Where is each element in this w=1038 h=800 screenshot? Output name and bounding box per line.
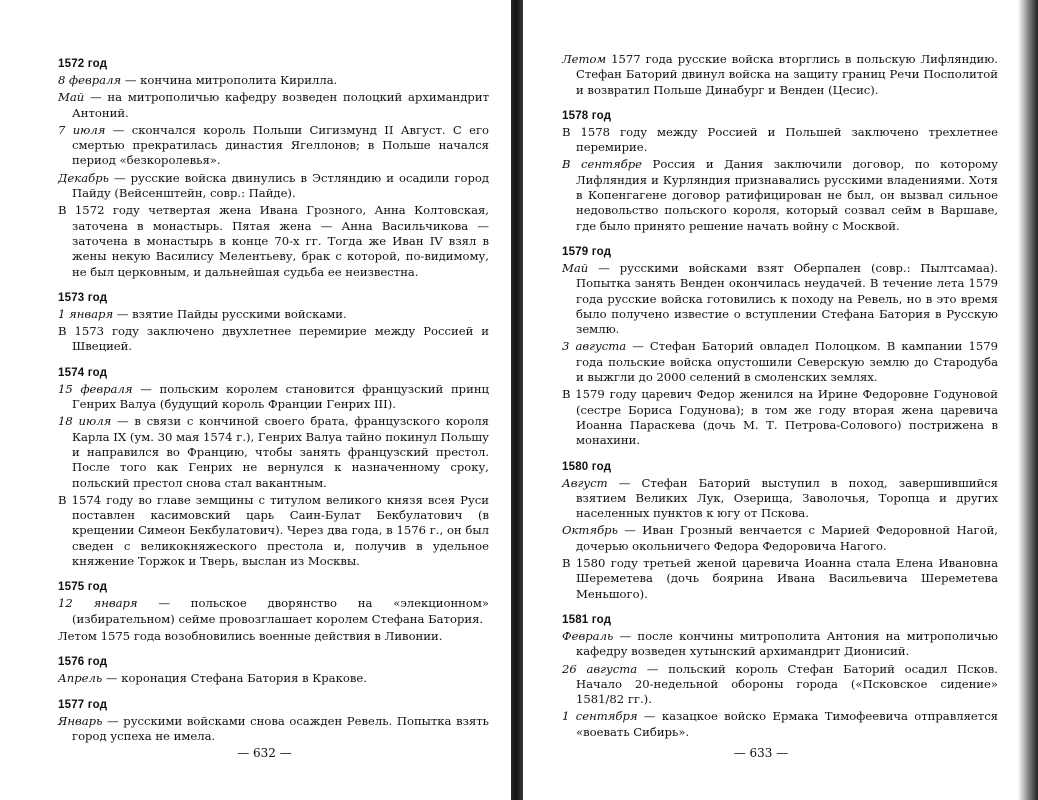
- chronicle-entry: [562, 387, 998, 448]
- year-heading: 1581 год: [562, 613, 612, 626]
- year-heading: 1576 год: [58, 656, 108, 669]
- entry-text: — скончался король Польши Сигизмунд II Август. С его смертью прекратилась династия Ягеллонов; в Польше начался период «безкоролевья».: [72, 122, 489, 168]
- page-edge: [1018, 0, 1038, 800]
- entry-date: 18 июля: [58, 414, 112, 429]
- entry-date: 8 февраля: [58, 73, 122, 87]
- entry-date: Декабрь: [58, 170, 109, 185]
- chronicle-entry: [58, 671, 489, 686]
- chronicle-entry: [58, 493, 489, 569]
- page-number: — 632 —: [237, 746, 292, 760]
- entry-text: — польское дворянство на «элекционном» (избирательном) сейме провозглашает королем Стефана Батория.: [72, 596, 489, 626]
- entry-date: Октябрь: [562, 523, 618, 538]
- chronicle-entry: [562, 261, 998, 337]
- entry-text: Летом 1575 года возобновились военные действия в Ливонии.: [58, 628, 443, 643]
- year-heading: 1574 год: [58, 366, 108, 379]
- entry-text: — польским королем становится французский принц Генрих Валуа (будущий король Франции Генрих III).: [72, 381, 490, 412]
- year-heading: 1577 год: [58, 698, 108, 711]
- chronicle-entry: [58, 171, 489, 202]
- chronicle-entry: [58, 382, 489, 413]
- entry-date: 1 сентября: [562, 709, 638, 724]
- chronicle-entry: [58, 629, 489, 644]
- chronicle-entry: [58, 307, 489, 322]
- entry-date: 12 января: [58, 596, 138, 611]
- page-number: — 633 —: [733, 746, 789, 760]
- chronicle-entry: [562, 629, 998, 660]
- chronicle-entry: [58, 596, 489, 627]
- entry-text: В 1574 году во главе земщины с титулом великого князя всея Руси поставлен касимовский царь Саин-Булат Бекбулатович (в крещении Симеон Бекбулатович). Через два года, в 1576 г., он был сведен с великокняжеского престола и, получив в удельное княжение Торжок и Тверь, выслан из Москвы.: [58, 492, 489, 569]
- year-heading: 1573 год: [58, 291, 108, 304]
- entry-text: В 1578 году между Россией и Польшей заключено трехлетнее перемирие.: [562, 124, 998, 155]
- chronicle-entry: [58, 90, 489, 121]
- left-page: [0, 0, 509, 800]
- chronicle-entry: [58, 73, 489, 88]
- entry-date: 3 августа: [562, 339, 627, 354]
- entry-date: Январь: [58, 713, 103, 728]
- entry-text: — казацкое войско Ермака Тимофеевича отправляется «воевать Сибирь».: [576, 709, 998, 739]
- entry-date: 1 января: [58, 306, 114, 321]
- entry-date: Август: [562, 475, 608, 490]
- entry-text: В 1580 году третьей женой царевича Иоанна стала Елена Ивановна Шереметева (дочь боярина Ивана Васильевича Шереметева Меньшого).: [562, 556, 998, 601]
- entry-text: — на митрополичью кафедру возведен полоцкий архимандрит Антоний.: [72, 90, 489, 120]
- entry-text: В 1573 году заключено двухлетнее перемирие между Россией и Швецией.: [58, 324, 489, 354]
- year-heading: 1579 год: [562, 245, 612, 258]
- entry-date: Май: [58, 90, 85, 105]
- entry-text: — после кончины митрополита Антония на митрополичью кафедру возведен хутынский архимандрит Дионисий.: [576, 628, 998, 659]
- entry-date: Апрель: [58, 671, 103, 686]
- entry-date: 7 июля: [58, 122, 106, 137]
- entry-text: — Стефан Баторий овладел Полоцком. В кампании 1579 года польские войска опустошили Северскую землю до Стародуба и выжгли до 2000 селений в смоленских землях.: [576, 339, 998, 385]
- year-heading: 1578 год: [562, 109, 612, 122]
- year-heading: 1572 год: [58, 58, 108, 70]
- chronicle-entry: [562, 662, 998, 708]
- entry-date: 26 августа: [562, 661, 638, 676]
- chronicle-entry: [58, 123, 489, 169]
- chronicle-entry: [562, 157, 998, 233]
- entry-text: — кончина митрополита Кирилла.: [121, 73, 338, 87]
- entry-text: — Стефан Баторий выступил в поход, завершившийся взятием Великих Лук, Озерища, Заволочья, Торопца и других населенных пунктов к югу от Пскова.: [576, 475, 998, 521]
- chronicle-entry: [562, 52, 998, 98]
- right-page: [524, 0, 1038, 800]
- chronicle-entry: [562, 125, 998, 156]
- chronicle-entry: [58, 324, 489, 355]
- entry-date: Май: [562, 260, 589, 275]
- chronicle-entry: [562, 476, 998, 522]
- entry-text: — польский король Стефан Баторий осадил Псков. Начало 20-недельной обороны города («Псковское сидение» 1581/82 гг.).: [576, 661, 998, 707]
- chronicle-entry: [58, 714, 489, 745]
- entry-text: 1577 года русские войска вторглись в польскую Лифляндию. Стефан Баторий двинул войска на защиту границ Речи Посполитой и возвратил Польше Динабург и Венден (Цесис).: [576, 52, 998, 97]
- entry-text: — русскими войсками взят Оберпален (совр.: Пылтсамаа). Попытка занять Венден окончилась неудачей. В течение лета 1579 года русские войска готовились к походу на Ревель, но в это время было получено известие о вступлении Стефана Батория в Русскую землю.: [576, 260, 998, 337]
- entry-date: Февраль: [562, 628, 614, 643]
- entry-text: В 1572 году четвертая жена Ивана Грозного, Анна Колтовская, заточена в монастырь. Пятая жена — Анна Васильчикова — заточена в монастырь в конце 70-х гг. Тогда же Иван IV взял в жены некую Василису Мелентьеву, брак с которой, по-видимому, не был церковным, и дальнейшая судьба ее неизвестна.: [58, 203, 489, 279]
- book-gutter: [511, 0, 523, 800]
- entry-date: В сентябре: [562, 157, 643, 172]
- chronicle-entry: [562, 523, 998, 554]
- entry-text: Россия и Дания заключили договор, по которому Лифляндия и Курляндия признавались русскими владениями. Хотя в Копенгагене договор ратифицирован не был, он вызвал сильное недовольство польского короля, который созвал сейм в Варшаве, где было принято решение начать войну с Москвой.: [576, 157, 998, 233]
- entry-date: 15 февраля: [58, 381, 133, 396]
- chronicle-entry: [58, 203, 489, 279]
- year-heading: 1575 год: [58, 581, 108, 594]
- year-heading: 1580 год: [562, 460, 612, 473]
- chronicle-entry: [562, 556, 998, 602]
- entry-date: Летом: [562, 52, 607, 66]
- chronicle-entry: [562, 339, 998, 385]
- entry-text: — Иван Грозный венчается с Марией Федоровной Нагой, дочерью окольничего Федора Федоровича Нагого.: [576, 523, 998, 553]
- entry-text: — русскими войсками снова осажден Ревель. Попытка взять город успеха не имела.: [72, 713, 489, 743]
- chronicle-entry: [562, 709, 998, 740]
- entry-text: В 1579 году царевич Федор женился на Ирине Федоровне Годуновой (сестре Бориса Годунова); в том же году вторая жена царевича Иоанна Параскева (дочь М. Т. Петрова-Солового) пострижена в монахини.: [562, 387, 998, 448]
- entry-text: — коронация Стефана Батория в Кракове.: [102, 671, 367, 686]
- chronicle-entry: [58, 414, 489, 490]
- entry-text: — русские войска двинулись в Эстляндию и осадили город Пайду (Вейсенштейн, совр.: Пайде).: [72, 170, 489, 201]
- entry-text: — взятие Пайды русскими войсками.: [113, 306, 347, 321]
- entry-text: — в связи с кончиной своего брата, французского короля Карла IX (ум. 30 мая 1574 г.), Генрих Валуа тайно покинул Польшу и направился во Францию, чтобы занять французский престол. После того как Генрих не вернулся к назначенному сроку, польский престол снова стал вакантным.: [72, 414, 490, 490]
